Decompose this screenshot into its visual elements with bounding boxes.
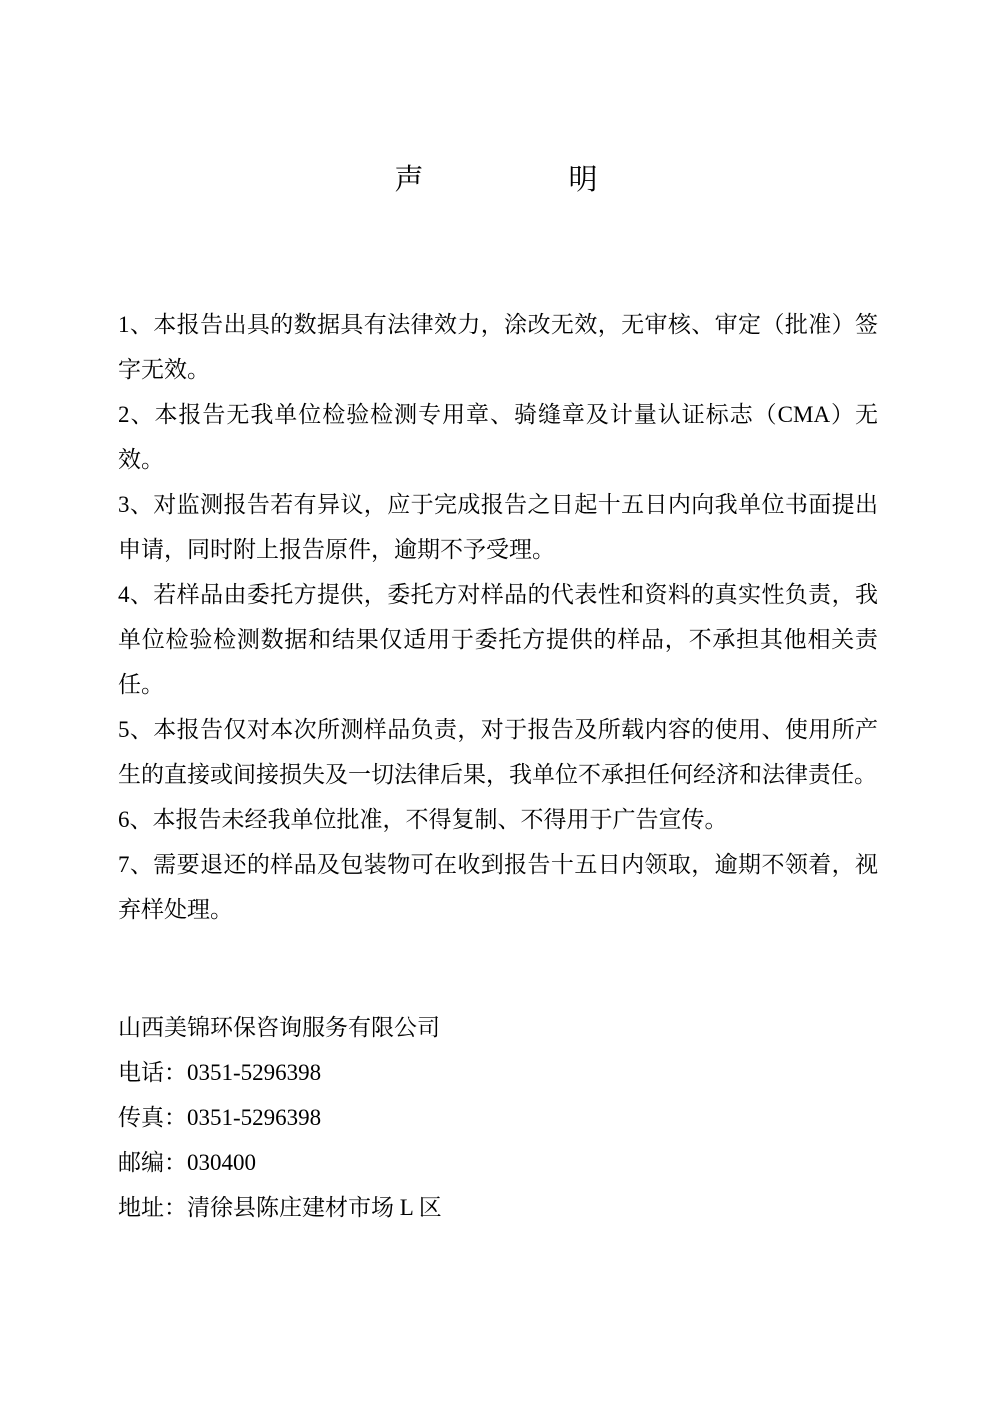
statement-item-2: 2、本报告无我单位检验检测专用章、骑缝章及计量认证标志（CMA）无效。	[118, 402, 878, 472]
address-line: 地址：清徐县陈庄建材市场 L 区	[118, 1195, 442, 1220]
postcode-line: 邮编：030400	[118, 1150, 256, 1175]
phone-line: 电话：0351-5296398	[118, 1060, 322, 1085]
page-title: 声 明	[394, 164, 598, 196]
statement-item-7: 7、需要退还的样品及包装物可在收到报告十五日内领取，逾期不领着，视弃样处理。	[118, 852, 878, 922]
statement-item-3: 3、对监测报告若有异议，应于完成报告之日起十五日内向我单位书面提出申请，同时附上报告原件，逾期不予受理。	[118, 492, 878, 562]
statement-body	[118, 302, 878, 932]
statement-item-5: 5、本报告仅对本次所测样品负责，对于报告及所载内容的使用、使用所产生的直接或间接损失及一切法律后果，我单位不承担任何经济和法律责任。	[118, 717, 878, 787]
fax-line: 传真：0351-5296398	[118, 1105, 322, 1130]
statement-item-6: 6、本报告未经我单位批准，不得复制、不得用于广告宣传。	[118, 807, 728, 832]
statement-item-4: 4、若样品由委托方提供，委托方对样品的代表性和资料的真实性负责，我单位检验检测数据和结果仅适用于委托方提供的样品，不承担其他相关责任。	[118, 582, 878, 697]
statement-item-1: 1、本报告出具的数据具有法律效力，涂改无效，无审核、审定（批准）签字无效。	[118, 312, 878, 382]
company-name: 山西美锦环保咨询服务有限公司	[118, 1015, 440, 1040]
contact-block	[118, 1005, 878, 1230]
